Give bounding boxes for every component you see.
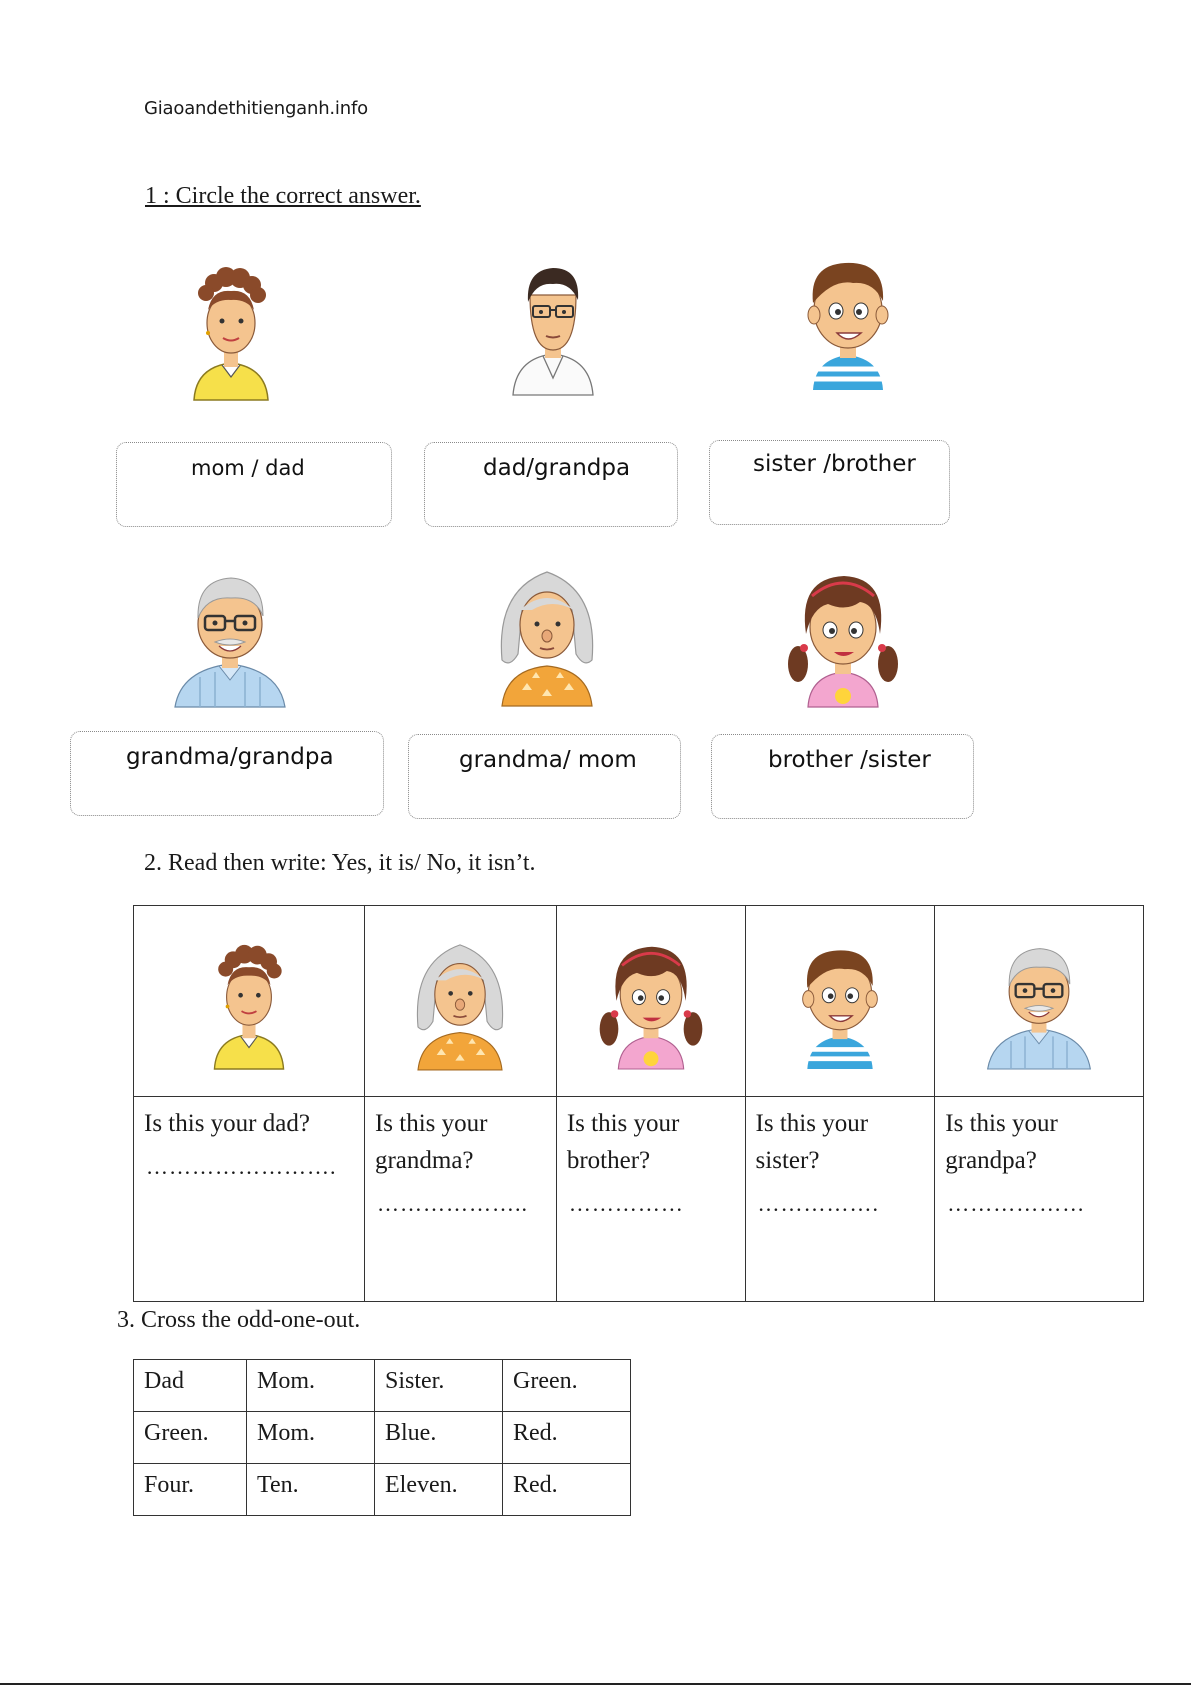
question-cell [556, 1097, 745, 1302]
girl-icon [768, 552, 918, 712]
question-cell [745, 1097, 935, 1302]
answer-blank[interactable]: ……………………. [146, 1154, 337, 1179]
picture-cell [556, 906, 745, 1097]
table-row [134, 1412, 631, 1464]
answer-blank[interactable]: ……………… [947, 1191, 1086, 1216]
table-row [134, 1464, 631, 1516]
question-cell [134, 1097, 365, 1302]
answer-box-6[interactable] [711, 734, 974, 819]
grandma-icon [472, 550, 622, 710]
girl-icon [581, 924, 721, 1074]
site-watermark: Giaoandethitienganh.info [144, 98, 368, 119]
section1-title: 1 : Circle the correct answer. [145, 183, 421, 209]
answer-blank[interactable]: ……………. [757, 1191, 880, 1216]
section3-title: 3. Cross the odd-one-out. [117, 1307, 361, 1333]
word-cell[interactable]: Red. [503, 1464, 631, 1516]
grandpa-icon [969, 924, 1109, 1074]
answer-option[interactable]: brother /sister [768, 747, 931, 773]
word-cell[interactable]: Dad [134, 1360, 247, 1412]
question-text: Is this your grandpa? [945, 1110, 1058, 1174]
answer-option[interactable]: dad/grandpa [483, 455, 631, 481]
answer-box-4[interactable] [70, 731, 384, 816]
picture-cell [745, 906, 935, 1097]
boy-icon [770, 924, 910, 1074]
question-cell [364, 1097, 556, 1302]
word-cell[interactable]: Sister. [375, 1360, 503, 1412]
grandpa-icon [155, 552, 305, 712]
dad-icon [478, 240, 628, 400]
question-cell [935, 1097, 1144, 1302]
word-cell[interactable]: Ten. [247, 1464, 375, 1516]
word-cell[interactable]: Mom. [247, 1412, 375, 1464]
word-cell[interactable]: Eleven. [375, 1464, 503, 1516]
picture-cell [364, 906, 556, 1097]
question-text: Is this your grandma? [374, 1110, 488, 1174]
word-cell[interactable]: Mom. [247, 1360, 375, 1412]
answer-option[interactable]: mom / dad [191, 456, 305, 480]
answer-box-2[interactable] [424, 442, 678, 527]
table-row [134, 1360, 631, 1412]
mom-icon [156, 245, 306, 405]
answer-box-5[interactable] [408, 734, 681, 819]
question-text: Is this your sister? [755, 1110, 869, 1174]
answer-option[interactable]: grandma/ mom [459, 747, 637, 773]
question-text: Is this your brother? [566, 1110, 680, 1174]
odd-one-out-table [133, 1359, 631, 1516]
section2-title: 2. Read then write: Yes, it is/ No, it isn’t. [144, 850, 536, 876]
picture-cell [935, 906, 1144, 1097]
word-cell[interactable]: Green. [503, 1360, 631, 1412]
question-table [133, 905, 1144, 1302]
answer-option[interactable]: grandma/grandpa [126, 744, 334, 770]
word-cell[interactable]: Red. [503, 1412, 631, 1464]
boy-icon [773, 235, 923, 395]
answer-box-3[interactable] [709, 440, 950, 525]
answer-box-1[interactable] [116, 442, 392, 527]
word-cell[interactable]: Four. [134, 1464, 247, 1516]
mom-icon [179, 924, 319, 1074]
answer-blank[interactable]: ……………….. [376, 1191, 528, 1216]
answer-blank[interactable]: …………… [568, 1191, 684, 1216]
grandma-icon [390, 924, 530, 1074]
answer-option[interactable]: sister /brother [753, 451, 916, 477]
question-text: Is this your dad? [144, 1110, 310, 1137]
word-cell[interactable]: Green. [134, 1412, 247, 1464]
word-cell[interactable]: Blue. [375, 1412, 503, 1464]
picture-cell [134, 906, 365, 1097]
